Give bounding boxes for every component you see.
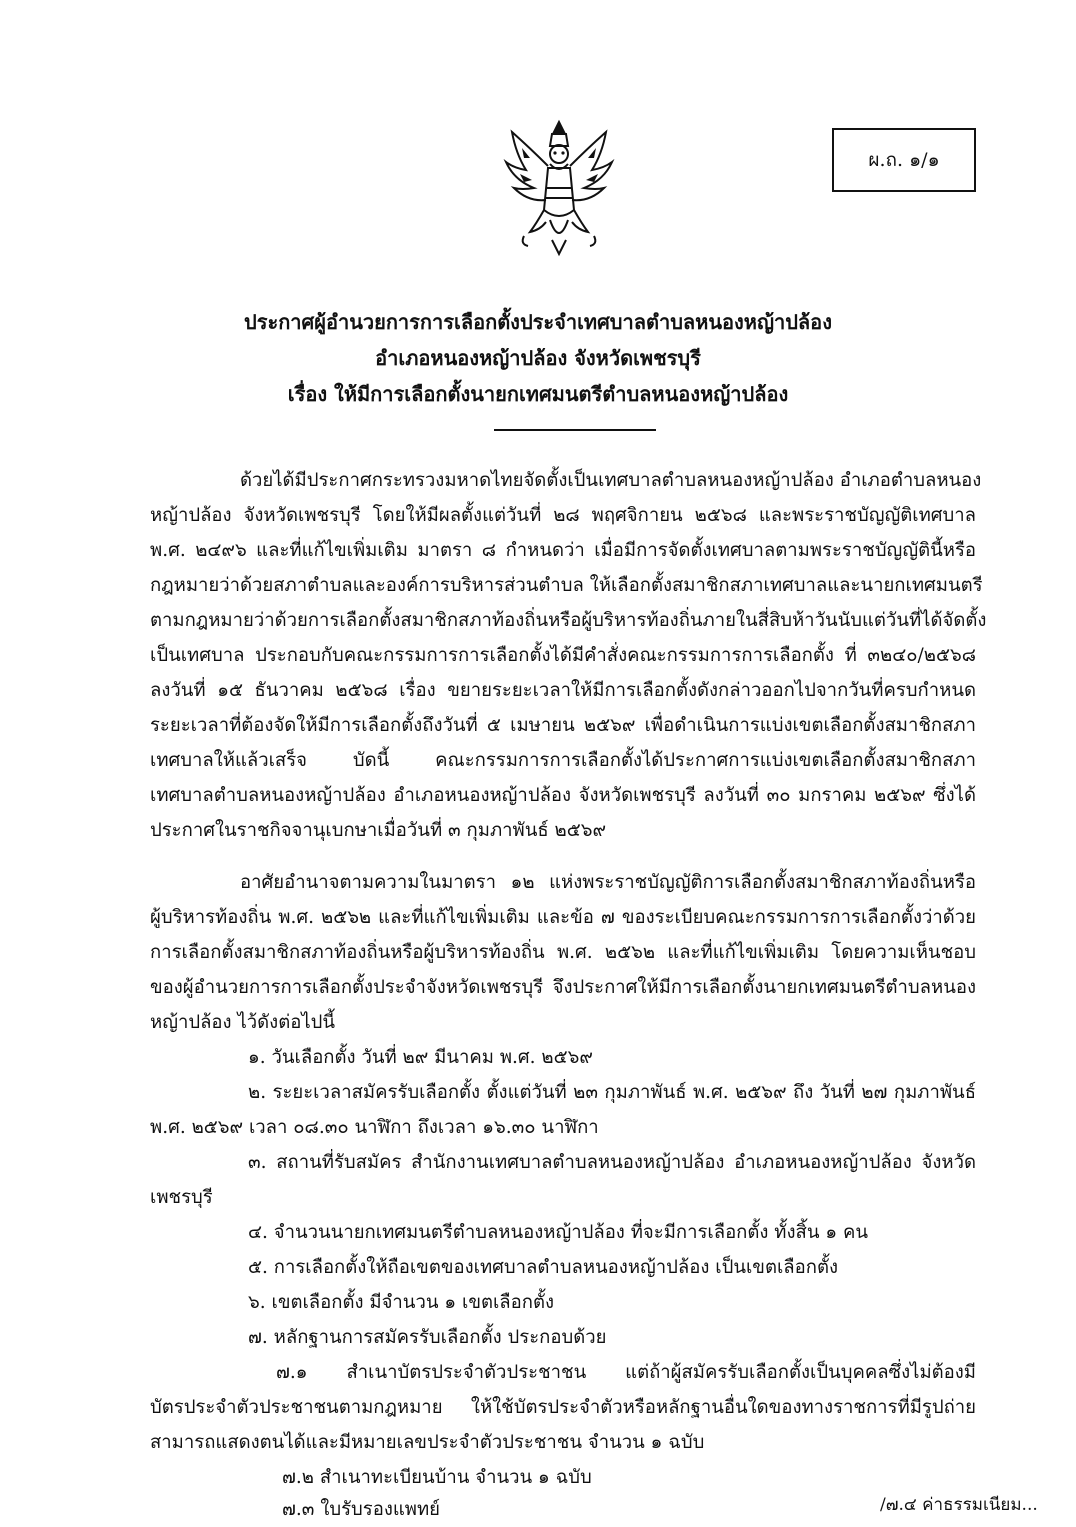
item-3: ๓. สถานที่รับสมัคร สำนักงานเทศบาลตำบลหนองหญ้าปล้อง อำเภอหนองหญ้าปล้อง จังหวัด xyxy=(248,1152,976,1173)
para1-line: ลงวันที่ ๑๕ ธันวาคม ๒๕๖๘ เรื่อง ขยายระยะเวลาให้มีการเลือกตั้งดังกล่าวออกไปจากวันที่ครบกำหนด xyxy=(150,680,976,701)
announcement-district: อำเภอหนองหญ้าปล้อง จังหวัดเพชรบุรี xyxy=(375,346,701,370)
para1-line: กฎหมายว่าด้วยสภาตำบลและองค์การบริหารส่วนตำบล ให้เลือกตั้งสมาชิกสภาเทศบาลและนายกเทศมนตรี xyxy=(150,575,983,596)
para1-line: หญ้าปล้อง จังหวัดเพชรบุรี โดยให้มีผลตั้งแต่วันที่ ๒๘ พฤศจิกายน ๒๕๖๘ และพระราชบัญญัติเทศบาล xyxy=(150,505,976,526)
item-7-1: ๗.๑ สำเนาบัตรประจำตัวประชาชน แต่ถ้าผู้สมัครรับเลือกตั้งเป็นบุคคลซึ่งไม่ต้องมี xyxy=(276,1362,976,1383)
para1-line: พ.ศ. ๒๔๙๖ และที่แก้ไขเพิ่มเติม มาตรา ๘ กำหนดว่า เมื่อมีการจัดตั้งเทศบาลตามพระราชบัญญัตินี้หรือ xyxy=(150,540,976,561)
announcement-subject: เรื่อง ให้มีการเลือกตั้งนายกเทศมนตรีตำบลหนองหญ้าปล้อง xyxy=(287,382,789,406)
para2-line: หญ้าปล้อง ไว้ดังต่อไปนี้ xyxy=(150,1012,336,1033)
para1-line: ระยะเวลาที่ต้องจัดให้มีการเลือกตั้งถึงวันที่ ๕ เมษายน ๒๕๖๙ เพื่อดำเนินการแบ่งเขตเลือกตั้งสมาชิกสภา xyxy=(150,715,976,736)
para2-line: ของผู้อำนวยการการเลือกตั้งประจำจังหวัดเพชรบุรี จึงประกาศให้มีการเลือกตั้งนายกเทศมนตรีตำบลหนอง xyxy=(150,977,976,998)
announcement-title: ประกาศผู้อำนวยการการเลือกตั้งประจำเทศบาลตำบลหนองหญ้าปล้อง xyxy=(244,310,832,334)
para1-line: ตามกฎหมายว่าด้วยการเลือกตั้งสมาชิกสภาท้องถิ่นหรือผู้บริหารท้องถิ่นภายในสี่สิบห้าวันนับแต่วันที่ได้จัดตั้ง xyxy=(150,610,987,631)
continuation-note: /๗.๔ ค่าธรรมเนียม... xyxy=(880,1495,1038,1515)
form-code: ผ.ถ. ๑/๑ xyxy=(868,149,940,171)
item-3-cont: เพชรบุรี xyxy=(150,1187,213,1208)
item-7-2: ๗.๒ สำเนาทะเบียนบ้าน จำนวน ๑ ฉบับ xyxy=(282,1467,592,1488)
item-6: ๖. เขตเลือกตั้ง มีจำนวน ๑ เขตเลือกตั้ง xyxy=(248,1292,554,1313)
para2-line: อาศัยอำนาจตามความในมาตรา ๑๒ แห่งพระราชบัญญัติการเลือกตั้งสมาชิกสภาท้องถิ่นหรือ xyxy=(240,872,976,893)
para1-line: เทศบาลตำบลหนองหญ้าปล้อง อำเภอหนองหญ้าปล้อง จังหวัดเพชรบุรี ลงวันที่ ๓๐ มกราคม ๒๕๖๙ ซึ่งได้ xyxy=(150,785,977,806)
item-7-1-cont: บัตรประจำตัวประชาชนตามกฎหมาย ให้ใช้บัตรประจำตัวหรือหลักฐานอื่นใดของทางราชการที่มีรูปถ่าย xyxy=(150,1397,976,1418)
item-2: ๒. ระยะเวลาสมัครรับเลือกตั้ง ตั้งแต่วันที่ ๒๓ กุมภาพันธ์ พ.ศ. ๒๕๖๙ ถึง วันที่ ๒๗ กุมภาพันธ์ xyxy=(248,1082,976,1103)
para1-line: เทศบาลให้แล้วเสร็จ บัดนี้ คณะกรรมการการเลือกตั้งได้ประกาศการแบ่งเขตเลือกตั้งสมาชิกสภา xyxy=(150,750,976,771)
item-2-cont: พ.ศ. ๒๕๖๙ เวลา ๐๘.๓๐ นาฬิกา ถึงเวลา ๑๖.๓๐ นาฬิกา xyxy=(150,1117,599,1138)
item-7: ๗. หลักฐานการสมัครรับเลือกตั้ง ประกอบด้วย xyxy=(248,1327,607,1348)
item-1: ๑. วันเลือกตั้ง วันที่ ๒๙ มีนาคม พ.ศ. ๒๕๖๙ xyxy=(248,1047,593,1068)
para1-line: ประกาศในราชกิจจานุเบกษาเมื่อวันที่ ๓ กุมภาพันธ์ ๒๕๖๙ xyxy=(150,820,607,841)
item-4: ๔. จำนวนนายกเทศมนตรีตำบลหนองหญ้าปล้อง ที่จะมีการเลือกตั้ง ทั้งสิ้น ๑ คน xyxy=(248,1222,869,1243)
para2-line: ผู้บริหารท้องถิ่น พ.ศ. ๒๕๖๒ และที่แก้ไขเพิ่มเติม และข้อ ๗ ของระเบียบคณะกรรมการการเลือกตั้งว่าด้วย xyxy=(150,907,976,928)
form-code-box xyxy=(832,128,976,192)
para1-line: เป็นเทศบาล ประกอบกับคณะกรรมการการเลือกตั้งได้มีคำสั่งคณะกรรมการการเลือกตั้ง ที่ ๓๒๔๐/๒๕๖๘ xyxy=(150,645,976,666)
item-5: ๕. การเลือกตั้งให้ถือเขตของเทศบาลตำบลหนองหญ้าปล้อง เป็นเขตเลือกตั้ง xyxy=(248,1257,838,1278)
item-7-3: ๗.๓ ใบรับรองแพทย์ xyxy=(282,1499,441,1520)
para2-line: การเลือกตั้งสมาชิกสภาท้องถิ่นหรือผู้บริหารท้องถิ่น พ.ศ. ๒๕๖๒ และที่แก้ไขเพิ่มเติม โดยความเห็นชอบ xyxy=(150,942,976,963)
title-underline xyxy=(494,429,656,431)
garuda-emblem xyxy=(500,118,618,258)
para1-line: ด้วยได้มีประกาศกระทรวงมหาดไทยจัดตั้งเป็นเทศบาลตำบลหนองหญ้าปล้อง อำเภอตำบลหนอง xyxy=(240,470,982,491)
item-7-1-cont: สามารถแสดงตนได้และมีหมายเลขประจำตัวประชาชน จำนวน ๑ ฉบับ xyxy=(150,1432,705,1453)
